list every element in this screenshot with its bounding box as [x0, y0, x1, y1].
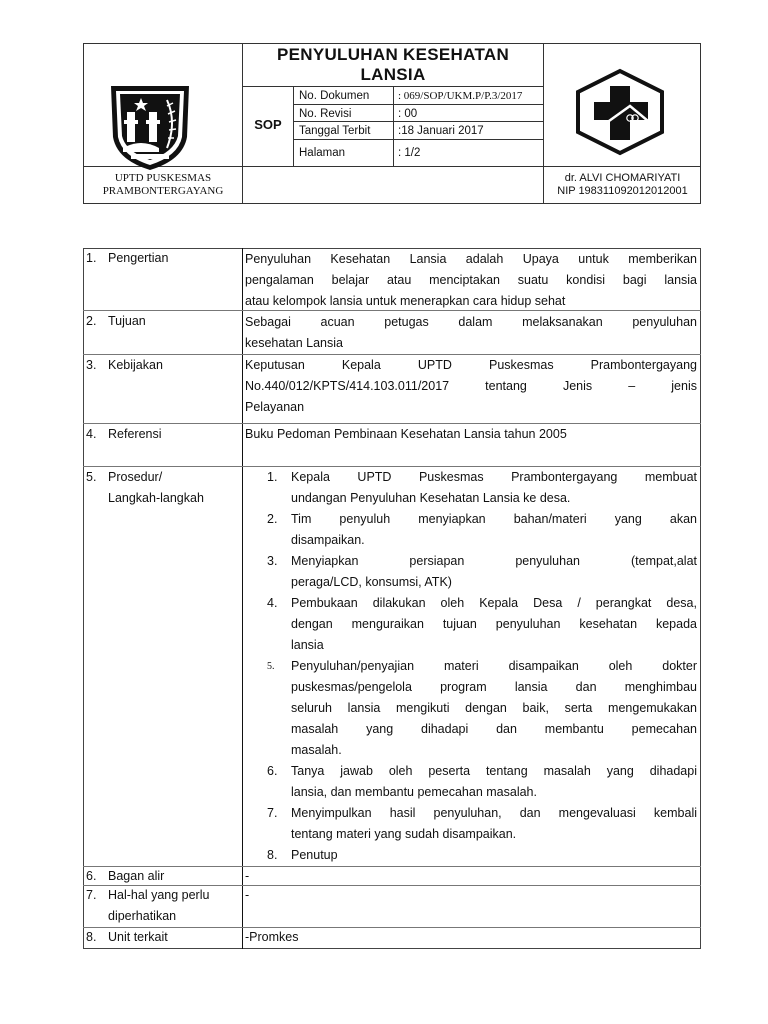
- section-number: 5.: [86, 470, 97, 484]
- step-line: peraga/LCD, konsumsi, ATK): [291, 575, 452, 589]
- step-line: Tim penyuluh menyiapkan bahan/materi yang akan: [291, 512, 697, 526]
- content-line: Keputusan Kepala UPTD Puskesmas Prambontergayang: [245, 358, 697, 372]
- step-line: Tanya jawab oleh peserta tentang masalah yang dihadapi: [291, 764, 697, 778]
- section-number: 2.: [86, 314, 97, 328]
- section-content-bagan-alir: -: [245, 869, 250, 883]
- org-name: [84, 172, 242, 198]
- step-line: tentang materi yang sudah disampaikan.: [291, 827, 517, 841]
- step-line: masalah yang dihadapi dan membantu pemecahan: [291, 722, 697, 736]
- step-number: 8.: [267, 848, 278, 862]
- doc-type-label: SOP: [254, 117, 282, 132]
- meta-label-issue-date: Tanggal Terbit: [299, 125, 371, 137]
- procedure-step: [243, 656, 697, 761]
- step-number: 3.: [267, 554, 278, 568]
- org-line-1: UPTD PUSKESMAS: [114, 172, 212, 184]
- section-content-referensi: [245, 424, 697, 445]
- section-content-pengertian: [245, 249, 697, 312]
- section-label-kebijakan: Kebijakan: [108, 358, 163, 372]
- section-number: 3.: [86, 358, 97, 372]
- meta-value-page: : 1/2: [398, 147, 421, 159]
- section-label-bagan-alir: Bagan alir: [108, 869, 165, 883]
- step-line: Penutup: [291, 848, 338, 862]
- step-number: 1.: [267, 470, 278, 484]
- signer-nip: NIP 198311092012012001: [557, 185, 688, 197]
- content-line: Sebagai acuan petugas dalam melaksanakan penyuluhan: [245, 315, 697, 329]
- step-line: Menyimpulkan hasil penyuluhan, dan mengevaluasi kembali: [291, 806, 697, 820]
- step-line: Penyuluhan/penyajian materi disampaikan oleh dokter: [291, 659, 697, 673]
- procedure-step: [243, 803, 697, 845]
- step-line: Kepala UPTD Puskesmas Prambontergayang membuat: [291, 470, 697, 484]
- content-line: atau kelompok lansia untuk menerapkan cara hidup sehat: [245, 294, 566, 308]
- label-line: Hal-hal yang perlu: [108, 888, 210, 902]
- step-line: seluruh lansia mengikuti dengan baik, serta mengemukakan: [291, 701, 697, 715]
- step-line: undangan Penyuluhan Kesehatan Lansia ke desa.: [291, 491, 571, 505]
- document-title: [243, 45, 543, 85]
- procedure-steps: [243, 467, 697, 866]
- section-label-unit-terkait: Unit terkait: [108, 930, 168, 944]
- section-content-kebijakan: [245, 355, 697, 418]
- meta-label-revision: No. Revisi: [299, 108, 352, 120]
- east-java-coat-of-arms-icon: [107, 82, 193, 172]
- section-label-hal-hal: [108, 885, 209, 927]
- procedure-step: [243, 761, 697, 803]
- section-label-pengertian: Pengertian: [108, 251, 169, 265]
- title-line-2: LANSIA: [360, 65, 426, 84]
- label-line: diperhatikan: [108, 909, 177, 923]
- section-number: 6.: [86, 869, 97, 883]
- procedure-step: [243, 467, 697, 509]
- signer-block: [544, 172, 701, 198]
- section-label-prosedur: [108, 467, 204, 509]
- content-line: Buku Pedoman Pembinaan Kesehatan Lansia tahun 2005: [245, 427, 567, 441]
- section-content-tujuan: [245, 312, 697, 354]
- label-line: Langkah-langkah: [108, 491, 204, 505]
- signer-name: dr. ALVI CHOMARIYATI: [564, 172, 681, 184]
- step-line: lansia, dan membantu pemecahan masalah.: [291, 785, 537, 799]
- content-line: No.440/012/KPTS/414.103.011/2017 tentang Jenis – jenis: [245, 379, 697, 393]
- step-line: masalah.: [291, 743, 342, 757]
- puskesmas-hexagon-cross-icon: [574, 68, 666, 156]
- meta-label-page: Halaman: [299, 147, 346, 159]
- section-label-referensi: Referensi: [108, 427, 162, 441]
- section-number: 8.: [86, 930, 97, 944]
- procedure-step: [243, 551, 697, 593]
- section-number: 4.: [86, 427, 97, 441]
- section-content-hal-hal: -: [245, 888, 250, 902]
- step-line: disampaikan.: [291, 533, 365, 547]
- meta-label-doc-no: No. Dokumen: [299, 90, 370, 102]
- procedure-step: [243, 593, 697, 656]
- meta-value-issue-date: :18 Januari 2017: [398, 125, 484, 137]
- row-divider: [83, 866, 701, 867]
- title-line-1: PENYULUHAN KESEHATAN: [276, 45, 510, 64]
- section-number: 7.: [86, 888, 97, 902]
- content-line: pengalaman belajar atau menciptakan suatu kondisi bagi lansia: [245, 273, 697, 287]
- step-line: dengan menguraikan tujuan penyuluhan kesehatan kepada: [291, 617, 697, 631]
- content-line: Penyuluhan Kesehatan Lansia adalah Upaya untuk memberikan: [245, 252, 697, 266]
- step-number: 2.: [267, 512, 278, 526]
- step-line: puskesmas/pengelola program lansia dan menghimbau: [291, 680, 697, 694]
- step-line: lansia: [291, 638, 324, 652]
- section-content-unit-terkait: -Promkes: [245, 930, 299, 944]
- section-number: 1.: [86, 251, 97, 265]
- step-number: 5.: [267, 661, 275, 672]
- meta-value-revision: : 00: [398, 108, 418, 120]
- label-line: Prosedur/: [108, 470, 163, 484]
- step-number: 6.: [267, 764, 278, 778]
- step-line: Pembukaan dilakukan oleh Kepala Desa / perangkat desa,: [291, 596, 697, 610]
- step-number: 7.: [267, 806, 278, 820]
- section-label-tujuan: Tujuan: [108, 314, 146, 328]
- procedure-step: [243, 845, 697, 866]
- org-line-2: PRAMBONTERGAYANG: [102, 185, 224, 197]
- procedure-step: [243, 509, 697, 551]
- content-line: kesehatan Lansia: [245, 336, 343, 350]
- meta-value-doc-no: : 069/SOP/UKM.P/P.3/2017: [398, 90, 523, 102]
- content-line: Pelayanan: [245, 400, 305, 414]
- step-line: Menyiapkan persiapan penyuluhan (tempat,alat: [291, 554, 697, 568]
- row-divider: [83, 927, 701, 928]
- step-number: 4.: [267, 596, 278, 610]
